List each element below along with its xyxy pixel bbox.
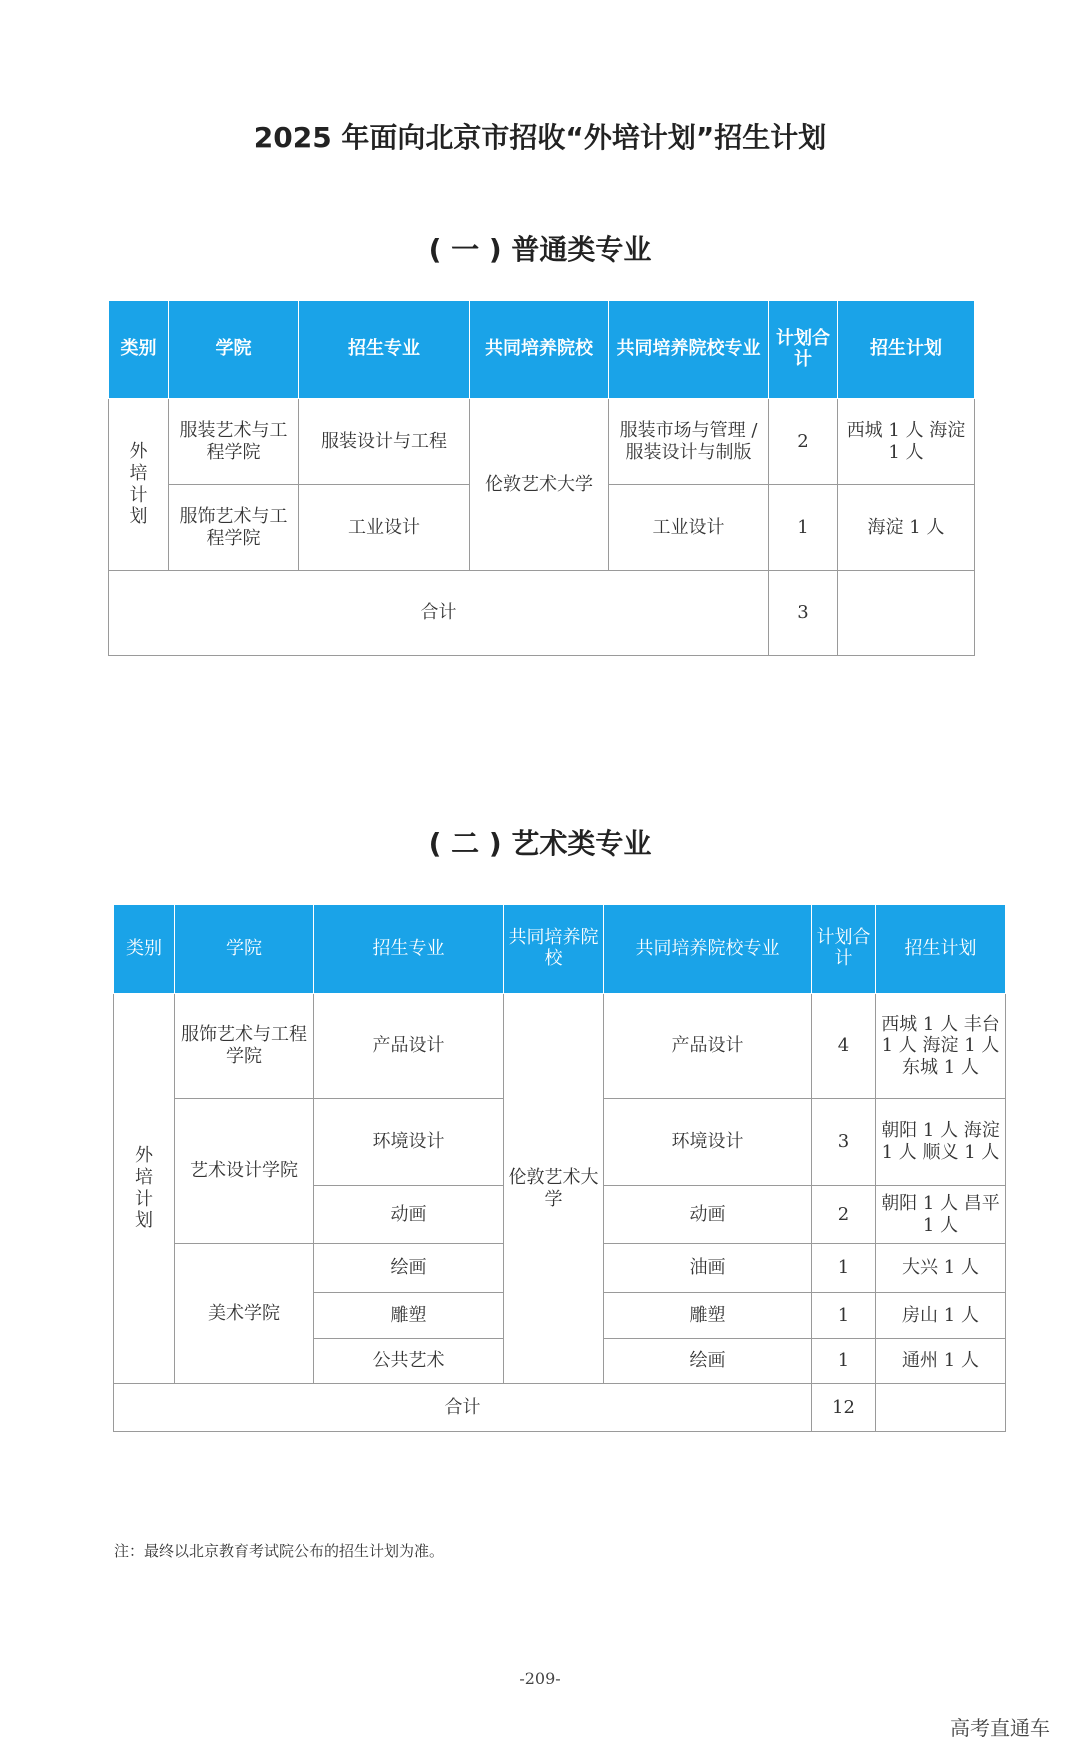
plan-cell: 朝阳 1 人 海淀 1 人 顺义 1 人 [876,1099,1006,1186]
table-row [114,994,1006,1099]
header-count: 计划合计 [769,301,838,399]
plan-cell: 大兴 1 人 [876,1244,1006,1293]
count-cell: 3 [812,1099,876,1186]
major-cell: 环境设计 [314,1099,504,1186]
header-plan: 招生计划 [838,301,975,399]
art-majors-table [113,904,1006,1432]
header-plan: 招生计划 [876,905,1006,994]
total-row [114,1384,1006,1432]
college-cell: 服装艺术与工程学院 [169,399,299,485]
partner-cell: 伦敦艺术大学 [504,994,604,1384]
plan-cell: 海淀 1 人 [838,485,975,571]
count-cell: 1 [812,1339,876,1384]
watermark-text: 高考直通车 [950,1716,1050,1740]
plan-cell: 通州 1 人 [876,1339,1006,1384]
footnote: 注：最终以北京教育考试院公布的招生计划为准。 [114,1542,445,1560]
header-partner: 共同培养院校 [470,301,609,399]
partner-major-cell: 绘画 [604,1339,812,1384]
college-cell: 美术学院 [175,1244,314,1384]
total-count: 12 [812,1384,876,1432]
header-partner-major: 共同培养院校专业 [609,301,769,399]
count-cell: 1 [812,1293,876,1339]
category-cell: 外培计划 [109,399,169,571]
partner-cell: 伦敦艺术大学 [470,399,609,571]
partner-major-cell: 油画 [604,1244,812,1293]
header-college: 学院 [175,905,314,994]
total-plan-empty [876,1384,1006,1432]
partner-major-cell: 产品设计 [604,994,812,1099]
partner-major-cell: 动画 [604,1186,812,1244]
plan-cell: 房山 1 人 [876,1293,1006,1339]
header-major: 招生专业 [299,301,470,399]
count-cell: 1 [769,485,838,571]
total-row [109,571,975,656]
plan-cell: 西城 1 人 海淀 1 人 [838,399,975,485]
header-college: 学院 [169,301,299,399]
major-cell: 雕塑 [314,1293,504,1339]
plan-cell: 西城 1 人 丰台 1 人 海淀 1 人 东城 1 人 [876,994,1006,1099]
count-cell: 1 [812,1244,876,1293]
college-cell: 艺术设计学院 [175,1099,314,1244]
count-cell: 4 [812,994,876,1099]
major-cell: 绘画 [314,1244,504,1293]
table-header-row [109,301,975,399]
header-partner: 共同培养院校 [504,905,604,994]
table-row [109,399,975,485]
partner-major-cell: 服装市场与管理 / 服装设计与制版 [609,399,769,485]
major-cell: 服装设计与工程 [299,399,470,485]
page-title: 2025 年面向北京市招收“外培计划”招生计划 [253,121,827,154]
major-cell: 工业设计 [299,485,470,571]
total-label: 合计 [109,571,769,656]
partner-major-cell: 环境设计 [604,1099,812,1186]
major-cell: 动画 [314,1186,504,1244]
header-category: 类别 [109,301,169,399]
total-label: 合计 [114,1384,812,1432]
page-number: -209- [519,1669,561,1688]
college-cell: 服饰艺术与工程学院 [169,485,299,571]
category-cell: 外培计划 [114,994,175,1384]
total-plan-empty [838,571,975,656]
count-cell: 2 [812,1186,876,1244]
partner-major-cell: 工业设计 [609,485,769,571]
major-cell: 产品设计 [314,994,504,1099]
header-count: 计划合计 [812,905,876,994]
section2-title: ( 二 ) 艺术类专业 [428,827,652,860]
partner-major-cell: 雕塑 [604,1293,812,1339]
section1-title: ( 一 ) 普通类专业 [428,233,652,266]
header-category: 类别 [114,905,175,994]
plan-cell: 朝阳 1 人 昌平 1 人 [876,1186,1006,1244]
major-cell: 公共艺术 [314,1339,504,1384]
header-partner-major: 共同培养院校专业 [604,905,812,994]
total-count: 3 [769,571,838,656]
table-header-row [114,905,1006,994]
general-majors-table [108,300,975,656]
count-cell: 2 [769,399,838,485]
college-cell: 服饰艺术与工程学院 [175,994,314,1099]
header-major: 招生专业 [314,905,504,994]
